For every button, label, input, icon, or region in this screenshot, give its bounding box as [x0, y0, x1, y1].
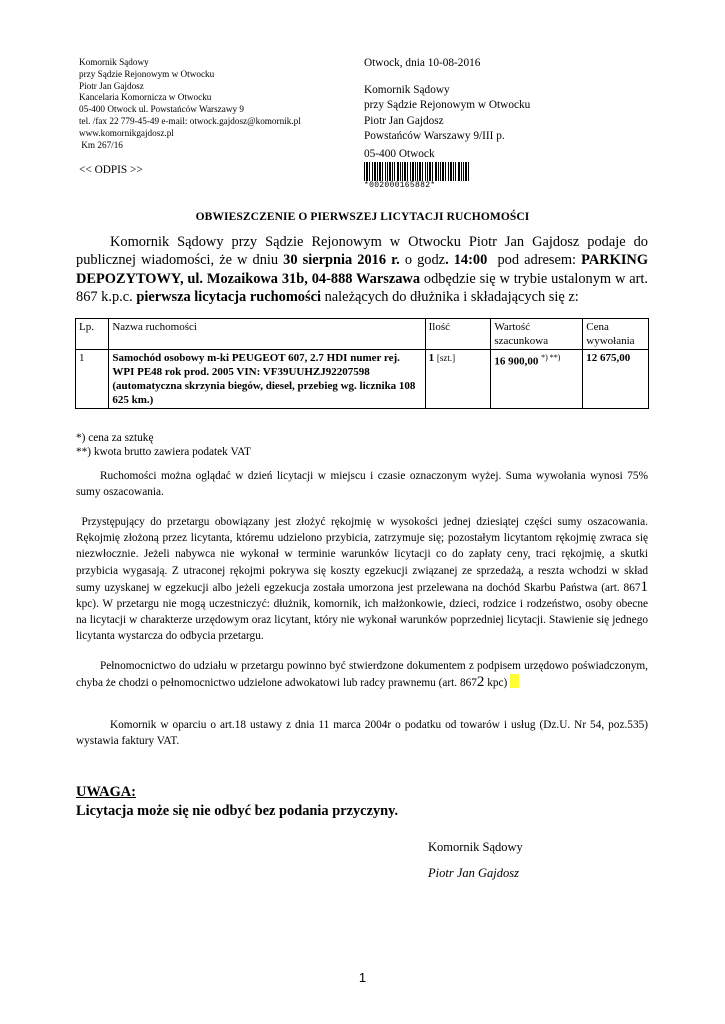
- intro-text: odbędzie się w trybie ustalonym w art. 867 k.p.c.: [76, 270, 648, 306]
- paragraph-text: Pełnomocnictwo do udziału w przetargu powinno być stwierdzone dokumentem z podpisem urzędowo poświadczonym, chyba że chodzi o pełnomocnictwo udzielone adwokatowi lub radcy prawnemu (art. 867: [76, 660, 648, 690]
- recipient-line: przy Sądzie Rejonowym w Otwocku: [364, 99, 531, 112]
- paragraph-text: Przystępujący do przetargu obowiązany jest złożyć rękojmię w wysokości jednej dziesiątej części sumy oszacowania. Rękojmię złożoną przez licytanta, któremu udzielono przybicia, zatrzymuje się; pozostałym licytantom rękojmię zwraca się niezwłocznie. Jeżeli nabywca nie wykonał w terminie warunków licytacji co do zapłaty ceny, traci rękojmię, a skutki przybicia wygasają. Z utraconej rękojmi pokrywa się koszty egzekucji związanej ze sprzedażą, a reszta wchodzi w skład sumy uzyskanej w egzekucji albo jeżeli egzekucja została umorzona jest przelewana na dochód Skarbu Państwa (art. 867: [76, 516, 651, 594]
- row-price: 12 675,00: [583, 350, 649, 409]
- sender-line: 05-400 Otwock ul. Powstańców Warszawy 9: [79, 104, 244, 115]
- copy-mark: << ODPIS >>: [79, 164, 143, 176]
- intro-text: pod adresem:: [487, 252, 582, 269]
- sender-line: www.komornikgajdosz.pl: [79, 127, 174, 138]
- intro-text: należących do dłużnika i składających się z:: [321, 289, 579, 306]
- signature-block: [428, 834, 523, 886]
- paragraph-power-of-attorney: [76, 658, 648, 691]
- footnote: *) cena za sztukę: [76, 432, 154, 444]
- header-name: Nazwa ruchomości: [109, 319, 425, 350]
- warning-text: Licytacja może się nie odbyć bez podania przyczyny.: [76, 803, 399, 819]
- case-number: Km 267/16: [79, 139, 123, 150]
- sender-line: tel. /fax 22 779-45-49 e-mail: otwock.gajdosz@komornik.pl: [79, 115, 301, 126]
- highlight-mark: [510, 674, 519, 688]
- items-table: [75, 318, 649, 409]
- footnotes: [76, 431, 251, 459]
- intro-text: o godz: [399, 252, 446, 269]
- row-value-marks: *) **): [541, 353, 561, 362]
- recipient-line: Piotr Jan Gajdosz: [364, 114, 444, 127]
- header-qty: Ilość: [425, 319, 491, 350]
- signature-name: Piotr Jan Gajdosz: [428, 866, 519, 880]
- page-number: 1: [358, 970, 367, 985]
- row-lp: 1: [76, 350, 109, 409]
- intro-text: Komornik Sądowy przy Sądzie Rejonowym w Otwocku Piotr Jan Gajdosz podaje do publicznej wiadomości, że w dniu: [76, 234, 648, 269]
- recipient-line: Powstańców Warszawy 9/III p.: [364, 129, 505, 142]
- auction-place: PARKING DEPOZYTOWY, ul. Mozaikowa 31b, 04-888 Warszawa: [76, 252, 649, 287]
- paragraph-deposit: [76, 514, 651, 645]
- row-unit: [szt.]: [436, 353, 456, 363]
- paragraph-text: kpc): [484, 677, 508, 690]
- paragraph-viewing: [76, 468, 648, 500]
- sender-line: Kancelaria Komornicza w Otwocku: [79, 92, 212, 103]
- paragraph-vat: [76, 717, 648, 749]
- row-value-amount: 16 900,00: [494, 355, 539, 368]
- paragraph-text: Komornik w oparciu o art.18 ustawy z dnia 11 marca 2004r o podatku od towarów i usług (Dz.U. Nr 54, poz.535) wystawia faktury VAT.: [76, 719, 648, 748]
- header-value: Wartość szacunkowa: [491, 319, 583, 350]
- intro-paragraph: [76, 233, 648, 307]
- row-qty-value: 1: [428, 352, 435, 364]
- sender-line: Piotr Jan Gajdosz: [79, 80, 144, 91]
- article-superscript: 2: [476, 674, 485, 691]
- warning-block: [76, 783, 398, 821]
- row-qty: [425, 350, 491, 409]
- row-value: [491, 350, 583, 409]
- sender-line: przy Sądzie Rejonowym w Otwocku: [79, 68, 215, 79]
- barcode-text: *002000165882*: [364, 181, 436, 190]
- paragraph-text: Ruchomości można oglądać w dzień licytacji w miejscu i czasie oznaczonym wyżej. Suma wywołania wynosi 75% sumy oszacowania.: [76, 470, 648, 499]
- sender-line: Komornik Sądowy: [79, 57, 149, 67]
- paragraph-text: kpc). W przetargu nie mogą uczestniczyć: dłużnik, komornik, ich małżonkowie, dzieci, rodzice i rodzeństwo, osoby obecne na licytacji w charakterze urzędowym oraz licytant, który nie wykonał warunków poprzedniej licytacji. Stawienie się jednego licytanta wystarcza do odbycia przetargu.: [76, 598, 648, 643]
- table-header-row: [76, 319, 649, 350]
- signature-role: Komornik Sądowy: [428, 840, 523, 854]
- header-price: Cena wywołania: [583, 319, 649, 350]
- barcode: [364, 162, 470, 191]
- row-name: Samochód osobowy m-ki PEUGEOT 607, 2.7 HDI numer rej. WPI PE48 rok prod. 2005 VIN: VF39UUHZJ92207598 (automatyczna skrzynia biegów, diesel, przebieg wg. licznika 108 625 km.): [109, 350, 425, 409]
- header-lp: Lp.: [76, 319, 109, 350]
- table-row: [76, 350, 649, 409]
- barcode-bars: [364, 162, 470, 181]
- article-superscript: 1: [640, 578, 648, 595]
- sender-address: [79, 57, 301, 151]
- recipient-line: Komornik Sądowy: [364, 84, 450, 97]
- auction-time: . 14:00: [445, 252, 488, 269]
- auction-date: 30 sierpnia 2016 r.: [283, 252, 400, 269]
- date-line: Otwock, dnia 10-08-2016: [364, 57, 481, 69]
- document-title: OBWIESZCZENIE O PIERWSZEJ LICYTACJI RUCHOMOŚCI: [195, 211, 530, 223]
- warning-label: UWAGA:: [76, 784, 136, 800]
- recipient-line: 05-400 Otwock: [364, 148, 435, 161]
- auction-type: pierwsza licytacja ruchomości: [136, 289, 321, 306]
- recipient-block: [364, 56, 530, 162]
- footnote: **) kwota brutto zawiera podatek VAT: [76, 446, 251, 458]
